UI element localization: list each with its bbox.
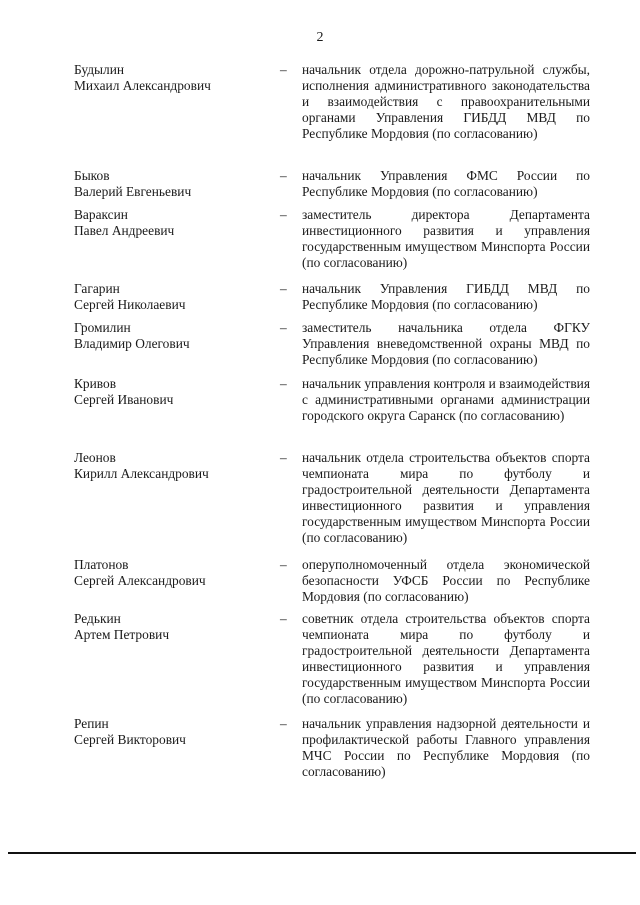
- surname: Гагарин: [74, 281, 120, 296]
- position-description: заместитель директора Департамента инвестиционного развития и управления государственным имуществом Минспорта России (по согласованию): [302, 207, 590, 270]
- given-name: Владимир Олегович: [74, 336, 190, 351]
- dash: –: [280, 611, 287, 626]
- position-description: начальник управления надзорной деятельности и профилактической работы Главного управления МЧС России по Республике Мордовия (по согласованию): [302, 716, 590, 779]
- given-name: Валерий Евгеньевич: [74, 184, 192, 199]
- surname: Платонов: [74, 557, 129, 572]
- person-name: [74, 557, 274, 589]
- page-number: 2: [316, 30, 324, 45]
- position-description: оперуполномоченный отдела экономической безопасности УФСБ России по Республике Мордовия (по согласованию): [302, 557, 590, 604]
- given-name: Кирилл Александрович: [74, 466, 209, 481]
- surname: Репин: [74, 716, 109, 731]
- given-name: Сергей Александрович: [74, 573, 206, 588]
- dash: –: [280, 376, 287, 391]
- given-name: Сергей Викторович: [74, 732, 186, 747]
- person-name: [74, 168, 274, 200]
- person-name: [74, 281, 274, 313]
- given-name: Михаил Александрович: [74, 78, 211, 93]
- dash: –: [280, 207, 287, 222]
- bottom-rule: [8, 852, 636, 854]
- position-description: начальник отдела дорожно-патрульной службы, исполнения административного законодательства и взаимодействия с правоохранительными органами Управления ГИБДД МВД по Республике Мордовия (по согласованию): [302, 62, 590, 141]
- person-name: [74, 320, 274, 352]
- person-name: [74, 62, 274, 94]
- position-description: советник отдела строительства объектов спорта чемпионата мира по футболу и градостроительной деятельности Департамента инвестиционного развития и управления государственным имуществом Минспорта России (по согласованию): [302, 611, 590, 706]
- dash: –: [280, 320, 287, 335]
- position-description: заместитель начальника отдела ФГКУ Управления вневедомственной охраны МВД по Республике Мордовия (по согласованию): [302, 320, 590, 367]
- position-description: начальник управления контроля и взаимодействия с административными органами администрации городского округа Саранск (по согласованию): [302, 376, 590, 423]
- surname: Редькин: [74, 611, 121, 626]
- person-name: [74, 207, 274, 239]
- surname: Будылин: [74, 62, 125, 77]
- dash: –: [280, 716, 287, 731]
- dash: –: [280, 281, 287, 296]
- surname: Быков: [74, 168, 110, 183]
- person-name: [74, 450, 274, 482]
- position-description: начальник Управления ГИБДД МВД по Республике Мордовия (по согласованию): [302, 281, 590, 312]
- given-name: Артем Петрович: [74, 627, 170, 642]
- given-name: Сергей Николаевич: [74, 297, 186, 312]
- surname: Кривов: [74, 376, 117, 391]
- surname: Громилин: [74, 320, 131, 335]
- dash: –: [280, 62, 287, 77]
- surname: Леонов: [74, 450, 116, 465]
- person-name: [74, 376, 274, 408]
- position-description: начальник Управления ФМС России по Республике Мордовия (по согласованию): [302, 168, 590, 199]
- given-name: Павел Андреевич: [74, 223, 175, 238]
- person-name: [74, 716, 274, 748]
- dash: –: [280, 557, 287, 572]
- dash: –: [280, 168, 287, 183]
- surname: Вараксин: [74, 207, 128, 222]
- given-name: Сергей Иванович: [74, 392, 174, 407]
- position-description: начальник отдела строительства объектов спорта чемпионата мира по футболу и градостроительной деятельности Департамента инвестиционного развития и управления государственным имуществом Минспорта России (по согласованию): [302, 450, 590, 545]
- dash: –: [280, 450, 287, 465]
- person-name: [74, 611, 274, 643]
